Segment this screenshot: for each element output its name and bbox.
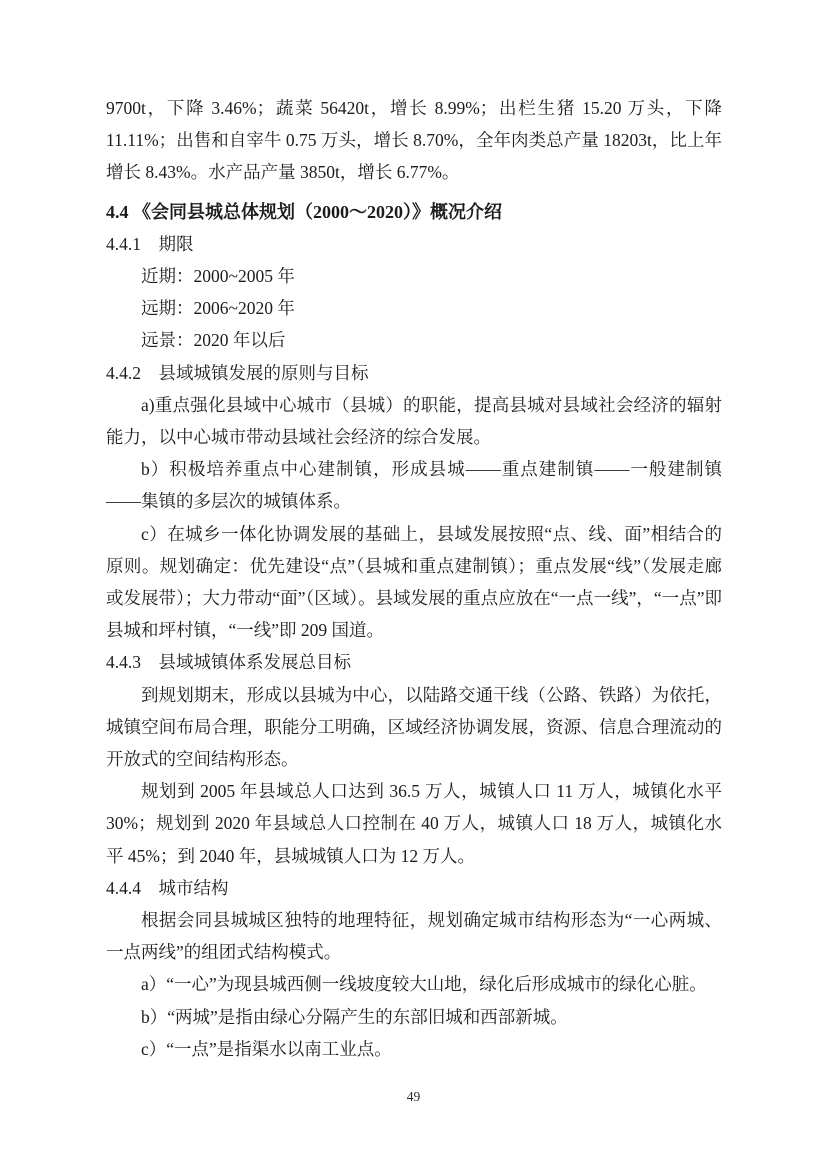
paragraph-agriculture-output: 9700t，下降 3.46%；蔬菜 56420t，增长 8.99%；出栏生猪 15.20 万头，下降 11.11%；出售和自宰牛 0.75 万头，增长 8.70%，全年肉类总产量 18203t，比上年增长 8.43%。水产品产量 3850t，增长 6.77%。 (106, 98, 722, 183)
line-long-term: 远期：2006~2020 年 (141, 298, 295, 319)
paragraph-overall-goal: 到规划期末，形成以县城为中心，以陆路交通干线（公路、铁路）为依托，城镇空间布局合理，职能分工明确，区域经济协调发展，资源、信息合理流动的开放式的空间结构形态。 (106, 684, 722, 770)
heading-4-4-2: 4.4.2 县域城镇发展的原则与目标 (106, 362, 369, 383)
page-number: 49 (406, 1089, 421, 1104)
item-structure-c: c）“一点”是指渠水以南工业点。 (141, 1038, 392, 1059)
heading-4-4: 4.4 《会同县城总体规划（2000～2020）》概况介绍 (106, 201, 502, 222)
heading-4-4-3: 4.4.3 县域城镇体系发展总目标 (106, 652, 351, 673)
line-vision: 远景：2020 年以后 (141, 330, 286, 351)
paragraph-principle-c: c）在城乡一体化协调发展的基础上，县域发展按照“点、线、面”相结合的原则。规划确定：优先建设“点”（县城和重点建制镇）；重点发展“线”（发展走廊或发展带）；大力带动“面”（区域）。县域发展的重点应放在“一点一线”，“一点”即县城和坪村镇，“一线”即 209 国道。 (106, 523, 722, 641)
paragraph-principle-a: a)重点强化县域中心城市（县城）的职能，提高县城对县域社会经济的辐射能力，以中心城市带动县域社会经济的综合发展。 (106, 394, 722, 448)
item-structure-a: a）“一心”为现县城西侧一线坡度较大山地，绿化后形成城市的绿化心脏。 (141, 974, 707, 995)
heading-4-4-4: 4.4.4 城市结构 (106, 877, 229, 898)
paragraph-city-structure: 根据会同县城城区独特的地理特征，规划确定城市结构形态为“一心两城、一点两线”的组团式结构模式。 (106, 910, 722, 963)
page-content (106, 92, 722, 1065)
paragraph-population-plan: 规划到 2005 年县域总人口达到 36.5 万人，城镇人口 11 万人，城镇化水平 30%；规划到 2020 年县域总人口控制在 40 万人，城镇人口 18 万人，城镇化水平 45%；到 2040 年，县城城镇人口为 12 万人。 (106, 781, 722, 866)
line-near-term: 近期：2000~2005 年 (141, 266, 295, 287)
heading-4-4-1: 4.4.1 期限 (106, 233, 194, 254)
item-structure-b: b）“两城”是指由绿心分隔产生的东部旧城和西部新城。 (141, 1006, 568, 1027)
paragraph-principle-b: b）积极培养重点中心建制镇，形成县城——重点建制镇——一般建制镇——集镇的多层次的城镇体系。 (106, 459, 722, 512)
